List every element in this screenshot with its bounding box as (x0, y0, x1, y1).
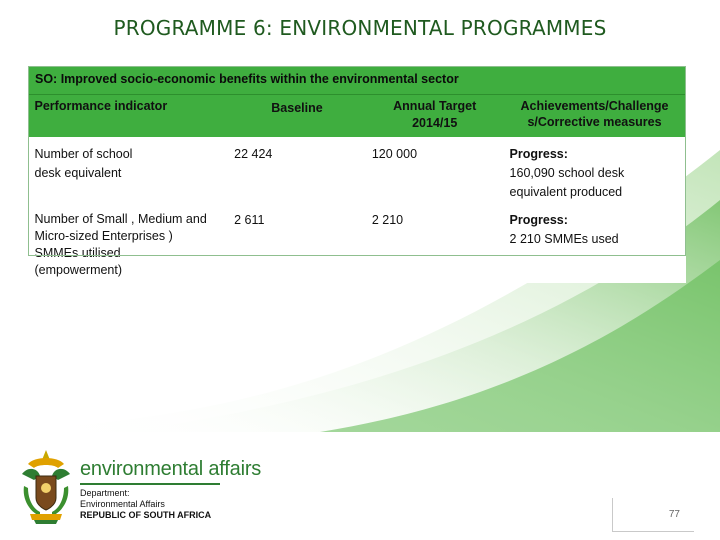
header-target-line2: 2014/15 (412, 116, 458, 130)
achievement-cell (504, 137, 686, 206)
achievement-line: equivalent produced (509, 185, 623, 199)
brand-name: environmental affairs (80, 458, 262, 480)
page-title: PROGRAMME 6: ENVIRONMENTAL PROGRAMMES (113, 16, 607, 40)
achievement-line: 2 210 SMMEs used (509, 232, 619, 246)
target-cell: 2 210 (366, 206, 504, 283)
achievement-label: Progress: (509, 213, 568, 227)
indicator-line: Micro-sized Enterprises ) (34, 229, 173, 243)
indicator-cell (29, 137, 229, 206)
indicator-line: Number of Small , Medium and (34, 212, 207, 226)
header-indicator: Performance indicator (29, 95, 229, 138)
achievement-cell (504, 206, 686, 283)
baseline-cell: 2 611 (228, 206, 366, 283)
brand-divider (80, 483, 220, 485)
table-row (29, 206, 686, 283)
brand-block (80, 458, 261, 521)
performance-table (28, 66, 686, 283)
so-cell: SO: Improved socio-economic benefits within the environmental sector (29, 67, 686, 95)
achievement-line: 160,090 school desk (509, 166, 625, 180)
header-target-line1: Annual Target (393, 99, 477, 113)
header-achieve-line1: Achievements/Challenge (520, 99, 669, 113)
target-cell: 120 000 (366, 137, 504, 206)
header-achievements (504, 95, 686, 138)
page-number: 77 (612, 498, 694, 532)
header-achieve-line2: s/Corrective measures (527, 115, 662, 129)
indicator-line: SMMEs utilised (34, 246, 121, 260)
table-row (29, 137, 686, 206)
header-baseline: Baseline (228, 95, 366, 138)
baseline-cell: 22 424 (228, 137, 366, 206)
indicator-line: Number of school (34, 147, 133, 161)
indicator-cell (29, 206, 229, 283)
achievement-label: Progress: (509, 147, 568, 161)
so-row (29, 67, 686, 95)
indicator-line: (empowerment) (34, 263, 123, 277)
dept-line: Environmental Affairs (80, 499, 165, 509)
indicator-line: desk equivalent (34, 166, 122, 180)
header-row (29, 95, 686, 138)
header-target (366, 95, 504, 138)
dept-line: Department: (80, 488, 130, 498)
coat-of-arms-icon (14, 446, 78, 526)
coat-of-arms-logo (14, 446, 78, 526)
country-name: REPUBLIC OF SOUTH AFRICA (80, 510, 212, 520)
